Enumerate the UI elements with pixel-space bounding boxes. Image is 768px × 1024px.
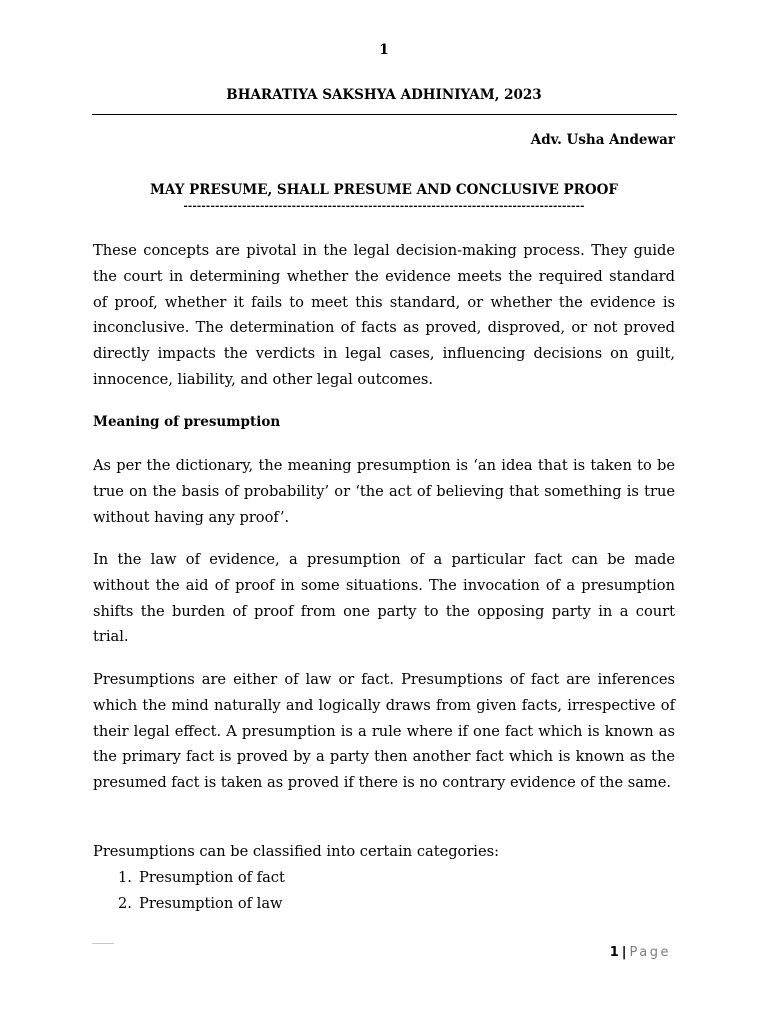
list-item-text: Presumption of law [139, 894, 283, 912]
footer-separator: | [621, 945, 627, 960]
categories-intro: Presumptions can be classified into certain categories: [93, 843, 500, 860]
meaning-heading: Meaning of presumption [93, 414, 281, 430]
list-item-text: Presumption of fact [139, 869, 285, 886]
dictionary-paragraph: As per the dictionary, the meaning presumption is ‘an idea that is taken to be true on the basis of probability’ or ‘the act of believing that something is true without having any proof’. [93, 457, 675, 526]
act-title: BHARATIYA SAKSHYA ADHINIYAM, 2023 [226, 87, 542, 103]
list-item-number: 1. [118, 869, 132, 886]
page-number-header: 1 [379, 42, 389, 58]
footer-page-number: 1 [609, 945, 619, 960]
section-title: MAY PRESUME, SHALL PRESUME AND CONCLUSIVE PROOF [149, 182, 619, 198]
footer-page-label: Page [629, 945, 671, 960]
author-name: Adv. Usha Andewar [530, 132, 675, 148]
list-item [93, 891, 285, 917]
presumptions-paragraph: Presumptions are either of law or fact. Presumptions of fact are inferences which the mind naturally and logically draws from given facts, irrespective of their legal effect. A presumption is a rule where if one fact which is known as the primary fact is proved by a party then another fact which is known as the presumed fact is taken as proved if there is no contrary evidence of the same. [93, 671, 675, 792]
page-footer [610, 945, 671, 960]
title-divider [92, 114, 677, 115]
law-of-evidence-paragraph: In the law of evidence, a presumption of a particular fact can be made without the aid of proof in some situations. The invocation of a presumption shifts the burden of proof from one party to the opposing party in a court trial. [93, 551, 675, 646]
dashed-divider: ----------------------------------------------------------------------------------------- [183, 200, 585, 212]
intro-paragraph: These concepts are pivotal in the legal decision-making process. They guide the court in determining whether the evidence meets the required standard of proof, whether it fails to meet this standard, or whether the evidence is inconclusive. The determination of facts as proved, disproved, or not proved directly impacts the verdicts in legal cases, influencing decisions on guilt, innocence, liability, and other legal outcomes. [93, 242, 675, 388]
categories-list [93, 865, 285, 917]
footer-line [92, 943, 114, 944]
list-item [93, 865, 285, 891]
list-item-number: 2. [118, 894, 132, 912]
